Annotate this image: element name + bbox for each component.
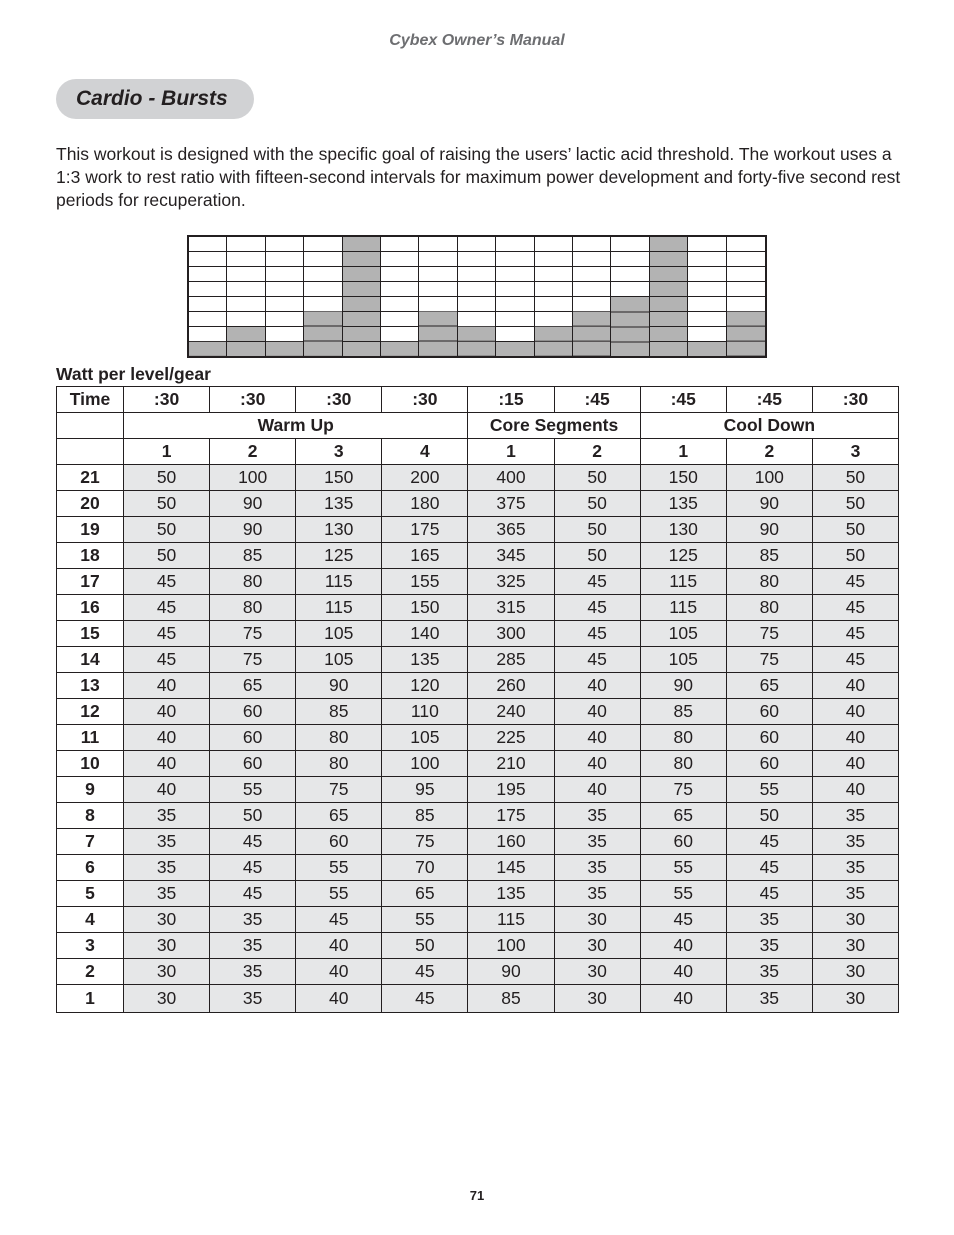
- profile-bar: [381, 341, 418, 356]
- watt-cell: 315: [468, 595, 554, 621]
- segment-header-row: [57, 439, 899, 465]
- time-header-cell: :30: [812, 387, 898, 413]
- watt-cell: 80: [296, 725, 382, 751]
- watt-cell: 45: [640, 907, 726, 933]
- watt-cell: 35: [726, 907, 812, 933]
- watt-cell: 85: [210, 543, 296, 569]
- profile-column: [304, 237, 342, 356]
- level-cell: 6: [57, 855, 124, 881]
- table-row: [57, 881, 899, 907]
- watt-cell: 260: [468, 673, 554, 699]
- watt-cell: 135: [296, 491, 382, 517]
- watt-cell: 50: [124, 491, 210, 517]
- watt-cell: 105: [640, 647, 726, 673]
- segment-header-cell: 1: [468, 439, 554, 465]
- watt-cell: 50: [210, 803, 296, 829]
- level-cell: 9: [57, 777, 124, 803]
- table-row: [57, 699, 899, 725]
- watt-cell: 240: [468, 699, 554, 725]
- watt-cell: 40: [124, 699, 210, 725]
- watt-cell: 80: [726, 595, 812, 621]
- time-header-cell: :30: [296, 387, 382, 413]
- watt-cell: 45: [812, 621, 898, 647]
- watt-cell: 30: [812, 933, 898, 959]
- watt-cell: 30: [124, 907, 210, 933]
- profile-bar: [419, 311, 456, 356]
- table-row: [57, 777, 899, 803]
- group-corner: [57, 413, 124, 439]
- watt-cell: 35: [210, 985, 296, 1013]
- watt-cell: 80: [210, 569, 296, 595]
- watt-cell: 40: [296, 959, 382, 985]
- watt-cell: 60: [210, 699, 296, 725]
- watt-cell: 125: [640, 543, 726, 569]
- segment-header-cell: 4: [382, 439, 468, 465]
- watt-cell: 55: [296, 881, 382, 907]
- watt-cell: 55: [382, 907, 468, 933]
- level-cell: 19: [57, 517, 124, 543]
- watt-cell: 165: [382, 543, 468, 569]
- watt-cell: 50: [124, 465, 210, 491]
- level-cell: 12: [57, 699, 124, 725]
- watt-cell: 70: [382, 855, 468, 881]
- watt-cell: 50: [554, 491, 640, 517]
- watt-cell: 285: [468, 647, 554, 673]
- watt-cell: 200: [382, 465, 468, 491]
- watt-cell: 40: [812, 777, 898, 803]
- watt-cell: 40: [554, 777, 640, 803]
- watt-cell: 75: [382, 829, 468, 855]
- segment-header-cell: 1: [124, 439, 210, 465]
- watt-cell: 100: [726, 465, 812, 491]
- time-header-cell: :45: [640, 387, 726, 413]
- watt-cell: 35: [812, 803, 898, 829]
- watt-cell: 85: [296, 699, 382, 725]
- watt-cell: 60: [210, 751, 296, 777]
- watt-cell: 45: [124, 647, 210, 673]
- watt-cell: 30: [124, 959, 210, 985]
- watt-cell: 40: [812, 699, 898, 725]
- watt-cell: 45: [210, 829, 296, 855]
- watt-cell: 50: [554, 517, 640, 543]
- watt-cell: 90: [726, 491, 812, 517]
- watt-cell: 115: [640, 595, 726, 621]
- profile-column: [611, 237, 649, 356]
- table-row: [57, 491, 899, 517]
- watt-cell: 50: [124, 543, 210, 569]
- level-cell: 11: [57, 725, 124, 751]
- watt-cell: 80: [296, 751, 382, 777]
- watt-cell: 210: [468, 751, 554, 777]
- level-cell: 17: [57, 569, 124, 595]
- watt-cell: 30: [554, 959, 640, 985]
- group-core-segments: Core Segments: [468, 413, 640, 439]
- profile-column: [727, 237, 765, 356]
- table-row: [57, 595, 899, 621]
- table-row: [57, 621, 899, 647]
- watt-cell: 35: [210, 959, 296, 985]
- level-cell: 8: [57, 803, 124, 829]
- watt-cell: 30: [812, 959, 898, 985]
- profile-column: [343, 237, 381, 356]
- watt-cell: 45: [554, 647, 640, 673]
- watt-cell: 50: [124, 517, 210, 543]
- page-number: 71: [469, 1188, 485, 1203]
- watt-cell: 45: [726, 829, 812, 855]
- watt-cell: 30: [124, 985, 210, 1013]
- table-row: [57, 959, 899, 985]
- watt-cell: 35: [554, 803, 640, 829]
- watt-cell: 135: [640, 491, 726, 517]
- watt-cell: 105: [382, 725, 468, 751]
- watt-cell: 90: [210, 491, 296, 517]
- watt-cell: 105: [296, 647, 382, 673]
- watt-cell: 65: [210, 673, 296, 699]
- profile-column: [419, 237, 457, 356]
- watt-cell: 85: [640, 699, 726, 725]
- group-cool-down: Cool Down: [640, 413, 898, 439]
- watt-cell: 40: [812, 673, 898, 699]
- level-cell: 10: [57, 751, 124, 777]
- watt-cell: 105: [296, 621, 382, 647]
- watt-cell: 30: [554, 933, 640, 959]
- segment-header-cell: 3: [296, 439, 382, 465]
- watt-cell: 80: [640, 751, 726, 777]
- table-caption: Watt per level/gear: [56, 364, 211, 384]
- watt-cell: 40: [554, 673, 640, 699]
- watt-cell: 65: [382, 881, 468, 907]
- watt-cell: 50: [726, 803, 812, 829]
- time-header-cell: :30: [210, 387, 296, 413]
- watt-cell: 375: [468, 491, 554, 517]
- watt-cell: 35: [124, 829, 210, 855]
- watt-cell: 155: [382, 569, 468, 595]
- watt-cell: 35: [124, 881, 210, 907]
- watt-cell: 40: [296, 985, 382, 1013]
- watt-cell: 45: [726, 881, 812, 907]
- level-cell: 3: [57, 933, 124, 959]
- watt-cell: 75: [210, 647, 296, 673]
- watt-cell: 40: [554, 699, 640, 725]
- watt-cell: 115: [296, 569, 382, 595]
- watt-cell: 40: [640, 933, 726, 959]
- profile-column: [381, 237, 419, 356]
- watt-cell: 80: [640, 725, 726, 751]
- watt-cell: 75: [640, 777, 726, 803]
- watt-cell: 40: [812, 751, 898, 777]
- watt-cell: 45: [726, 855, 812, 881]
- watt-cell: 30: [812, 907, 898, 933]
- section-title: Cardio - Bursts: [56, 79, 254, 119]
- watt-cell: 135: [382, 647, 468, 673]
- watt-cell: 345: [468, 543, 554, 569]
- watt-cell: 45: [296, 907, 382, 933]
- profile-bar: [343, 237, 380, 356]
- watt-cell: 120: [382, 673, 468, 699]
- watt-cell: 100: [210, 465, 296, 491]
- watt-cell: 75: [210, 621, 296, 647]
- level-cell: 7: [57, 829, 124, 855]
- watt-table: [56, 386, 899, 1013]
- watt-cell: 90: [468, 959, 554, 985]
- watt-cell: 75: [726, 621, 812, 647]
- watt-cell: 300: [468, 621, 554, 647]
- table-row: [57, 465, 899, 491]
- time-header-cell: :30: [124, 387, 210, 413]
- watt-cell: 90: [640, 673, 726, 699]
- profile-bar: [573, 311, 610, 356]
- profile-bar: [611, 297, 648, 357]
- watt-cell: 40: [812, 725, 898, 751]
- watt-cell: 35: [124, 855, 210, 881]
- watt-cell: 150: [296, 465, 382, 491]
- segment-header-cell: 2: [726, 439, 812, 465]
- level-cell: 20: [57, 491, 124, 517]
- watt-cell: 35: [210, 933, 296, 959]
- table-row: [57, 985, 899, 1013]
- profile-column: [227, 237, 265, 356]
- watt-cell: 175: [468, 803, 554, 829]
- watt-cell: 45: [382, 985, 468, 1013]
- level-cell: 18: [57, 543, 124, 569]
- profile-column: [458, 237, 496, 356]
- segment-header-cell: 2: [210, 439, 296, 465]
- profile-bar: [688, 341, 725, 356]
- table-row: [57, 829, 899, 855]
- watt-cell: 55: [640, 881, 726, 907]
- time-header-cell: :45: [554, 387, 640, 413]
- group-header-row: [57, 413, 899, 439]
- watt-cell: 40: [124, 725, 210, 751]
- level-cell: 16: [57, 595, 124, 621]
- profile-column: [189, 237, 227, 356]
- profile-column: [496, 237, 534, 356]
- watt-cell: 50: [812, 517, 898, 543]
- watt-cell: 225: [468, 725, 554, 751]
- watt-cell: 75: [296, 777, 382, 803]
- level-cell: 15: [57, 621, 124, 647]
- watt-cell: 45: [554, 595, 640, 621]
- profile-bar: [304, 311, 341, 356]
- watt-cell: 90: [296, 673, 382, 699]
- workout-profile-graph: [187, 235, 767, 358]
- watt-cell: 35: [726, 959, 812, 985]
- profile-bar: [266, 341, 303, 356]
- time-label: Time: [57, 387, 124, 413]
- watt-cell: 55: [296, 855, 382, 881]
- watt-cell: 150: [382, 595, 468, 621]
- watt-cell: 35: [726, 985, 812, 1013]
- profile-column: [688, 237, 726, 356]
- watt-cell: 40: [640, 959, 726, 985]
- watt-cell: 30: [554, 907, 640, 933]
- watt-cell: 30: [554, 985, 640, 1013]
- watt-cell: 30: [812, 985, 898, 1013]
- watt-cell: 90: [210, 517, 296, 543]
- running-header: Cybex Owner’s Manual: [389, 32, 565, 49]
- watt-cell: 40: [296, 933, 382, 959]
- table-row: [57, 543, 899, 569]
- watt-cell: 145: [468, 855, 554, 881]
- segment-corner: [57, 439, 124, 465]
- watt-cell: 30: [124, 933, 210, 959]
- table-row: [57, 907, 899, 933]
- intro-paragraph: This workout is designed with the specific goal of raising the users’ lactic acid threshold. The workout uses a 1:3 work to rest ratio with fifteen-second intervals for maximum power development and forty-five second rest periods for recuperation.: [56, 144, 901, 210]
- watt-cell: 35: [812, 855, 898, 881]
- watt-cell: 105: [640, 621, 726, 647]
- watt-cell: 40: [554, 751, 640, 777]
- watt-cell: 90: [726, 517, 812, 543]
- watt-cell: 45: [210, 881, 296, 907]
- profile-bar: [189, 341, 226, 356]
- watt-cell: 115: [640, 569, 726, 595]
- watt-cell: 325: [468, 569, 554, 595]
- watt-cell: 45: [812, 595, 898, 621]
- level-cell: 5: [57, 881, 124, 907]
- watt-cell: 60: [726, 725, 812, 751]
- watt-cell: 50: [812, 491, 898, 517]
- watt-cell: 115: [296, 595, 382, 621]
- watt-cell: 55: [726, 777, 812, 803]
- watt-cell: 150: [640, 465, 726, 491]
- profile-column: [650, 237, 688, 356]
- watt-cell: 130: [640, 517, 726, 543]
- level-cell: 4: [57, 907, 124, 933]
- watt-cell: 65: [726, 673, 812, 699]
- table-row: [57, 751, 899, 777]
- watt-cell: 85: [382, 803, 468, 829]
- watt-cell: 60: [640, 829, 726, 855]
- watt-cell: 400: [468, 465, 554, 491]
- watt-cell: 130: [296, 517, 382, 543]
- watt-cell: 45: [812, 647, 898, 673]
- watt-cell: 55: [640, 855, 726, 881]
- profile-column: [573, 237, 611, 356]
- watt-cell: 110: [382, 699, 468, 725]
- watt-cell: 115: [468, 907, 554, 933]
- table-row: [57, 725, 899, 751]
- watt-cell: 180: [382, 491, 468, 517]
- watt-cell: 80: [210, 595, 296, 621]
- watt-cell: 40: [124, 673, 210, 699]
- segment-header-cell: 2: [554, 439, 640, 465]
- profile-bar: [227, 326, 264, 356]
- watt-cell: 45: [812, 569, 898, 595]
- watt-cell: 35: [124, 803, 210, 829]
- level-cell: 21: [57, 465, 124, 491]
- watt-cell: 60: [726, 699, 812, 725]
- watt-cell: 35: [554, 829, 640, 855]
- level-cell: 13: [57, 673, 124, 699]
- profile-bar: [496, 341, 533, 356]
- watt-cell: 50: [554, 465, 640, 491]
- watt-cell: 85: [726, 543, 812, 569]
- watt-cell: 40: [554, 725, 640, 751]
- watt-cell: 50: [812, 465, 898, 491]
- time-header-cell: :15: [468, 387, 554, 413]
- time-header-cell: :45: [726, 387, 812, 413]
- watt-cell: 45: [382, 959, 468, 985]
- table-row: [57, 569, 899, 595]
- watt-cell: 125: [296, 543, 382, 569]
- watt-cell: 50: [382, 933, 468, 959]
- watt-cell: 45: [124, 621, 210, 647]
- watt-cell: 40: [124, 751, 210, 777]
- profile-bar: [535, 326, 572, 356]
- watt-cell: 160: [468, 829, 554, 855]
- watt-cell: 100: [382, 751, 468, 777]
- watt-cell: 85: [468, 985, 554, 1013]
- watt-cell: 65: [640, 803, 726, 829]
- watt-cell: 175: [382, 517, 468, 543]
- watt-cell: 35: [554, 881, 640, 907]
- level-cell: 2: [57, 959, 124, 985]
- time-header-row: [57, 387, 899, 413]
- profile-bar: [650, 237, 687, 356]
- watt-cell: 195: [468, 777, 554, 803]
- watt-cell: 75: [726, 647, 812, 673]
- watt-cell: 50: [554, 543, 640, 569]
- watt-cell: 135: [468, 881, 554, 907]
- watt-cell: 40: [124, 777, 210, 803]
- watt-cell: 40: [640, 985, 726, 1013]
- level-cell: 14: [57, 647, 124, 673]
- watt-cell: 65: [296, 803, 382, 829]
- level-cell: 1: [57, 985, 124, 1013]
- profile-column: [266, 237, 304, 356]
- profile-column: [535, 237, 573, 356]
- time-header-cell: :30: [382, 387, 468, 413]
- watt-cell: 80: [726, 569, 812, 595]
- watt-cell: 35: [726, 933, 812, 959]
- watt-cell: 60: [296, 829, 382, 855]
- watt-cell: 140: [382, 621, 468, 647]
- watt-cell: 45: [554, 569, 640, 595]
- segment-header-cell: 1: [640, 439, 726, 465]
- watt-cell: 35: [812, 881, 898, 907]
- watt-cell: 60: [726, 751, 812, 777]
- group-warm-up: Warm Up: [124, 413, 468, 439]
- watt-cell: 35: [210, 907, 296, 933]
- watt-cell: 35: [812, 829, 898, 855]
- watt-cell: 100: [468, 933, 554, 959]
- segment-header-cell: 3: [812, 439, 898, 465]
- table-row: [57, 517, 899, 543]
- watt-cell: 45: [124, 595, 210, 621]
- table-row: [57, 933, 899, 959]
- watt-cell: 45: [554, 621, 640, 647]
- table-row: [57, 673, 899, 699]
- watt-cell: 365: [468, 517, 554, 543]
- watt-cell: 35: [554, 855, 640, 881]
- table-row: [57, 647, 899, 673]
- table-row: [57, 855, 899, 881]
- watt-cell: 55: [210, 777, 296, 803]
- table-row: [57, 803, 899, 829]
- profile-bar: [458, 326, 495, 356]
- profile-bar: [727, 311, 765, 356]
- watt-cell: 50: [812, 543, 898, 569]
- watt-cell: 45: [210, 855, 296, 881]
- watt-cell: 95: [382, 777, 468, 803]
- watt-cell: 45: [124, 569, 210, 595]
- watt-cell: 60: [210, 725, 296, 751]
